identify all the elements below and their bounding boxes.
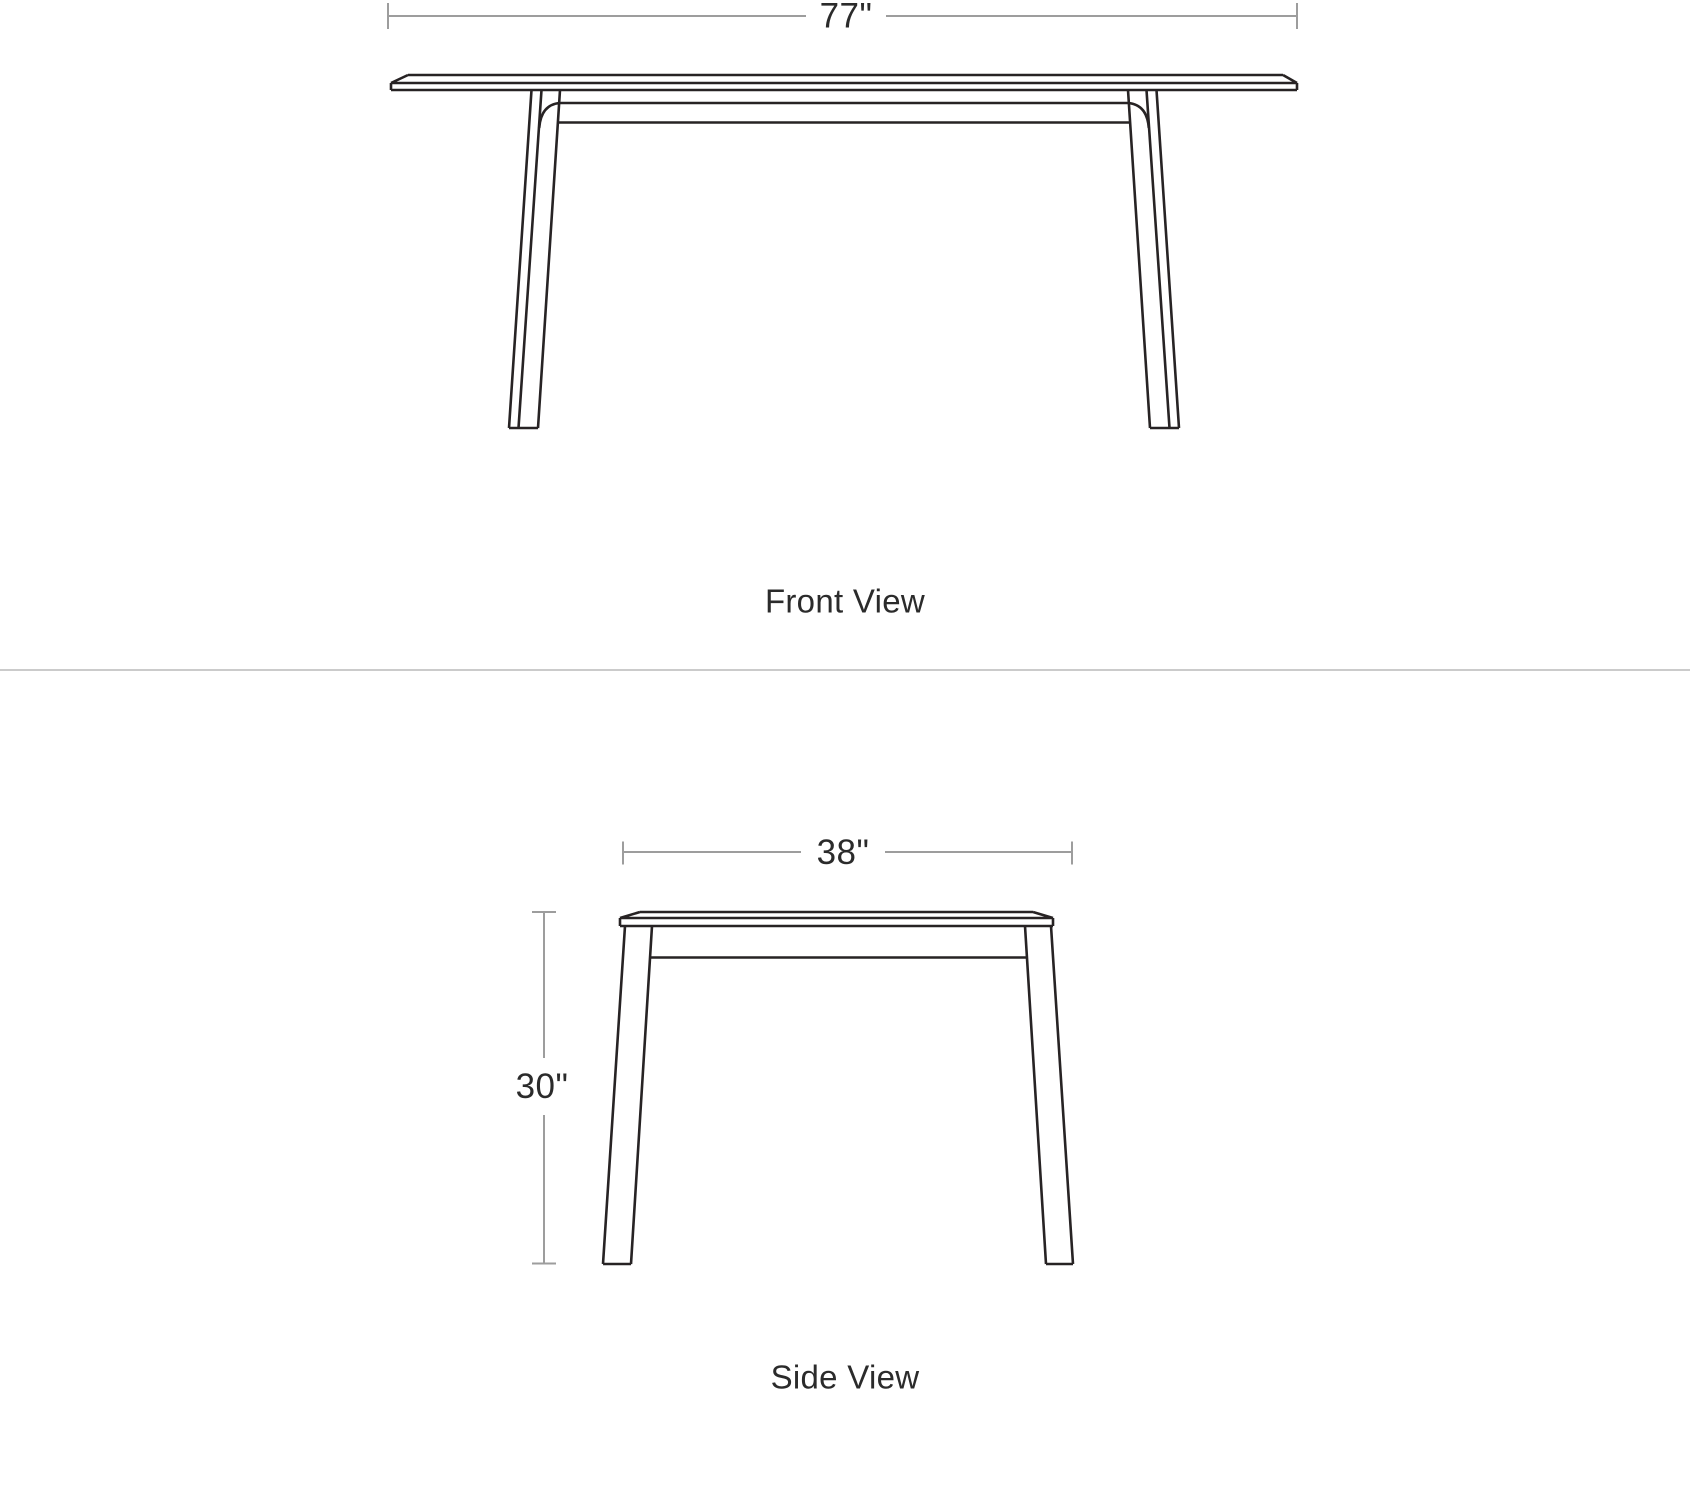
side-view-drawing bbox=[0, 671, 1690, 1506]
side-legs bbox=[603, 926, 1073, 1264]
front-table-outline bbox=[391, 75, 1297, 428]
side-table-outline bbox=[603, 912, 1073, 1264]
front-apron bbox=[539, 103, 1149, 128]
side-height-dimension-value: 30" bbox=[515, 1067, 569, 1106]
side-tabletop bbox=[620, 912, 1053, 926]
front-width-dimension-value: 77" bbox=[819, 0, 873, 36]
front-view-label: Front View bbox=[764, 582, 926, 620]
side-view-label: Side View bbox=[770, 1358, 920, 1396]
front-legs bbox=[509, 90, 1179, 428]
front-view-drawing bbox=[0, 0, 1690, 669]
side-width-dimension-value: 38" bbox=[816, 833, 870, 872]
front-tabletop bbox=[391, 75, 1297, 90]
